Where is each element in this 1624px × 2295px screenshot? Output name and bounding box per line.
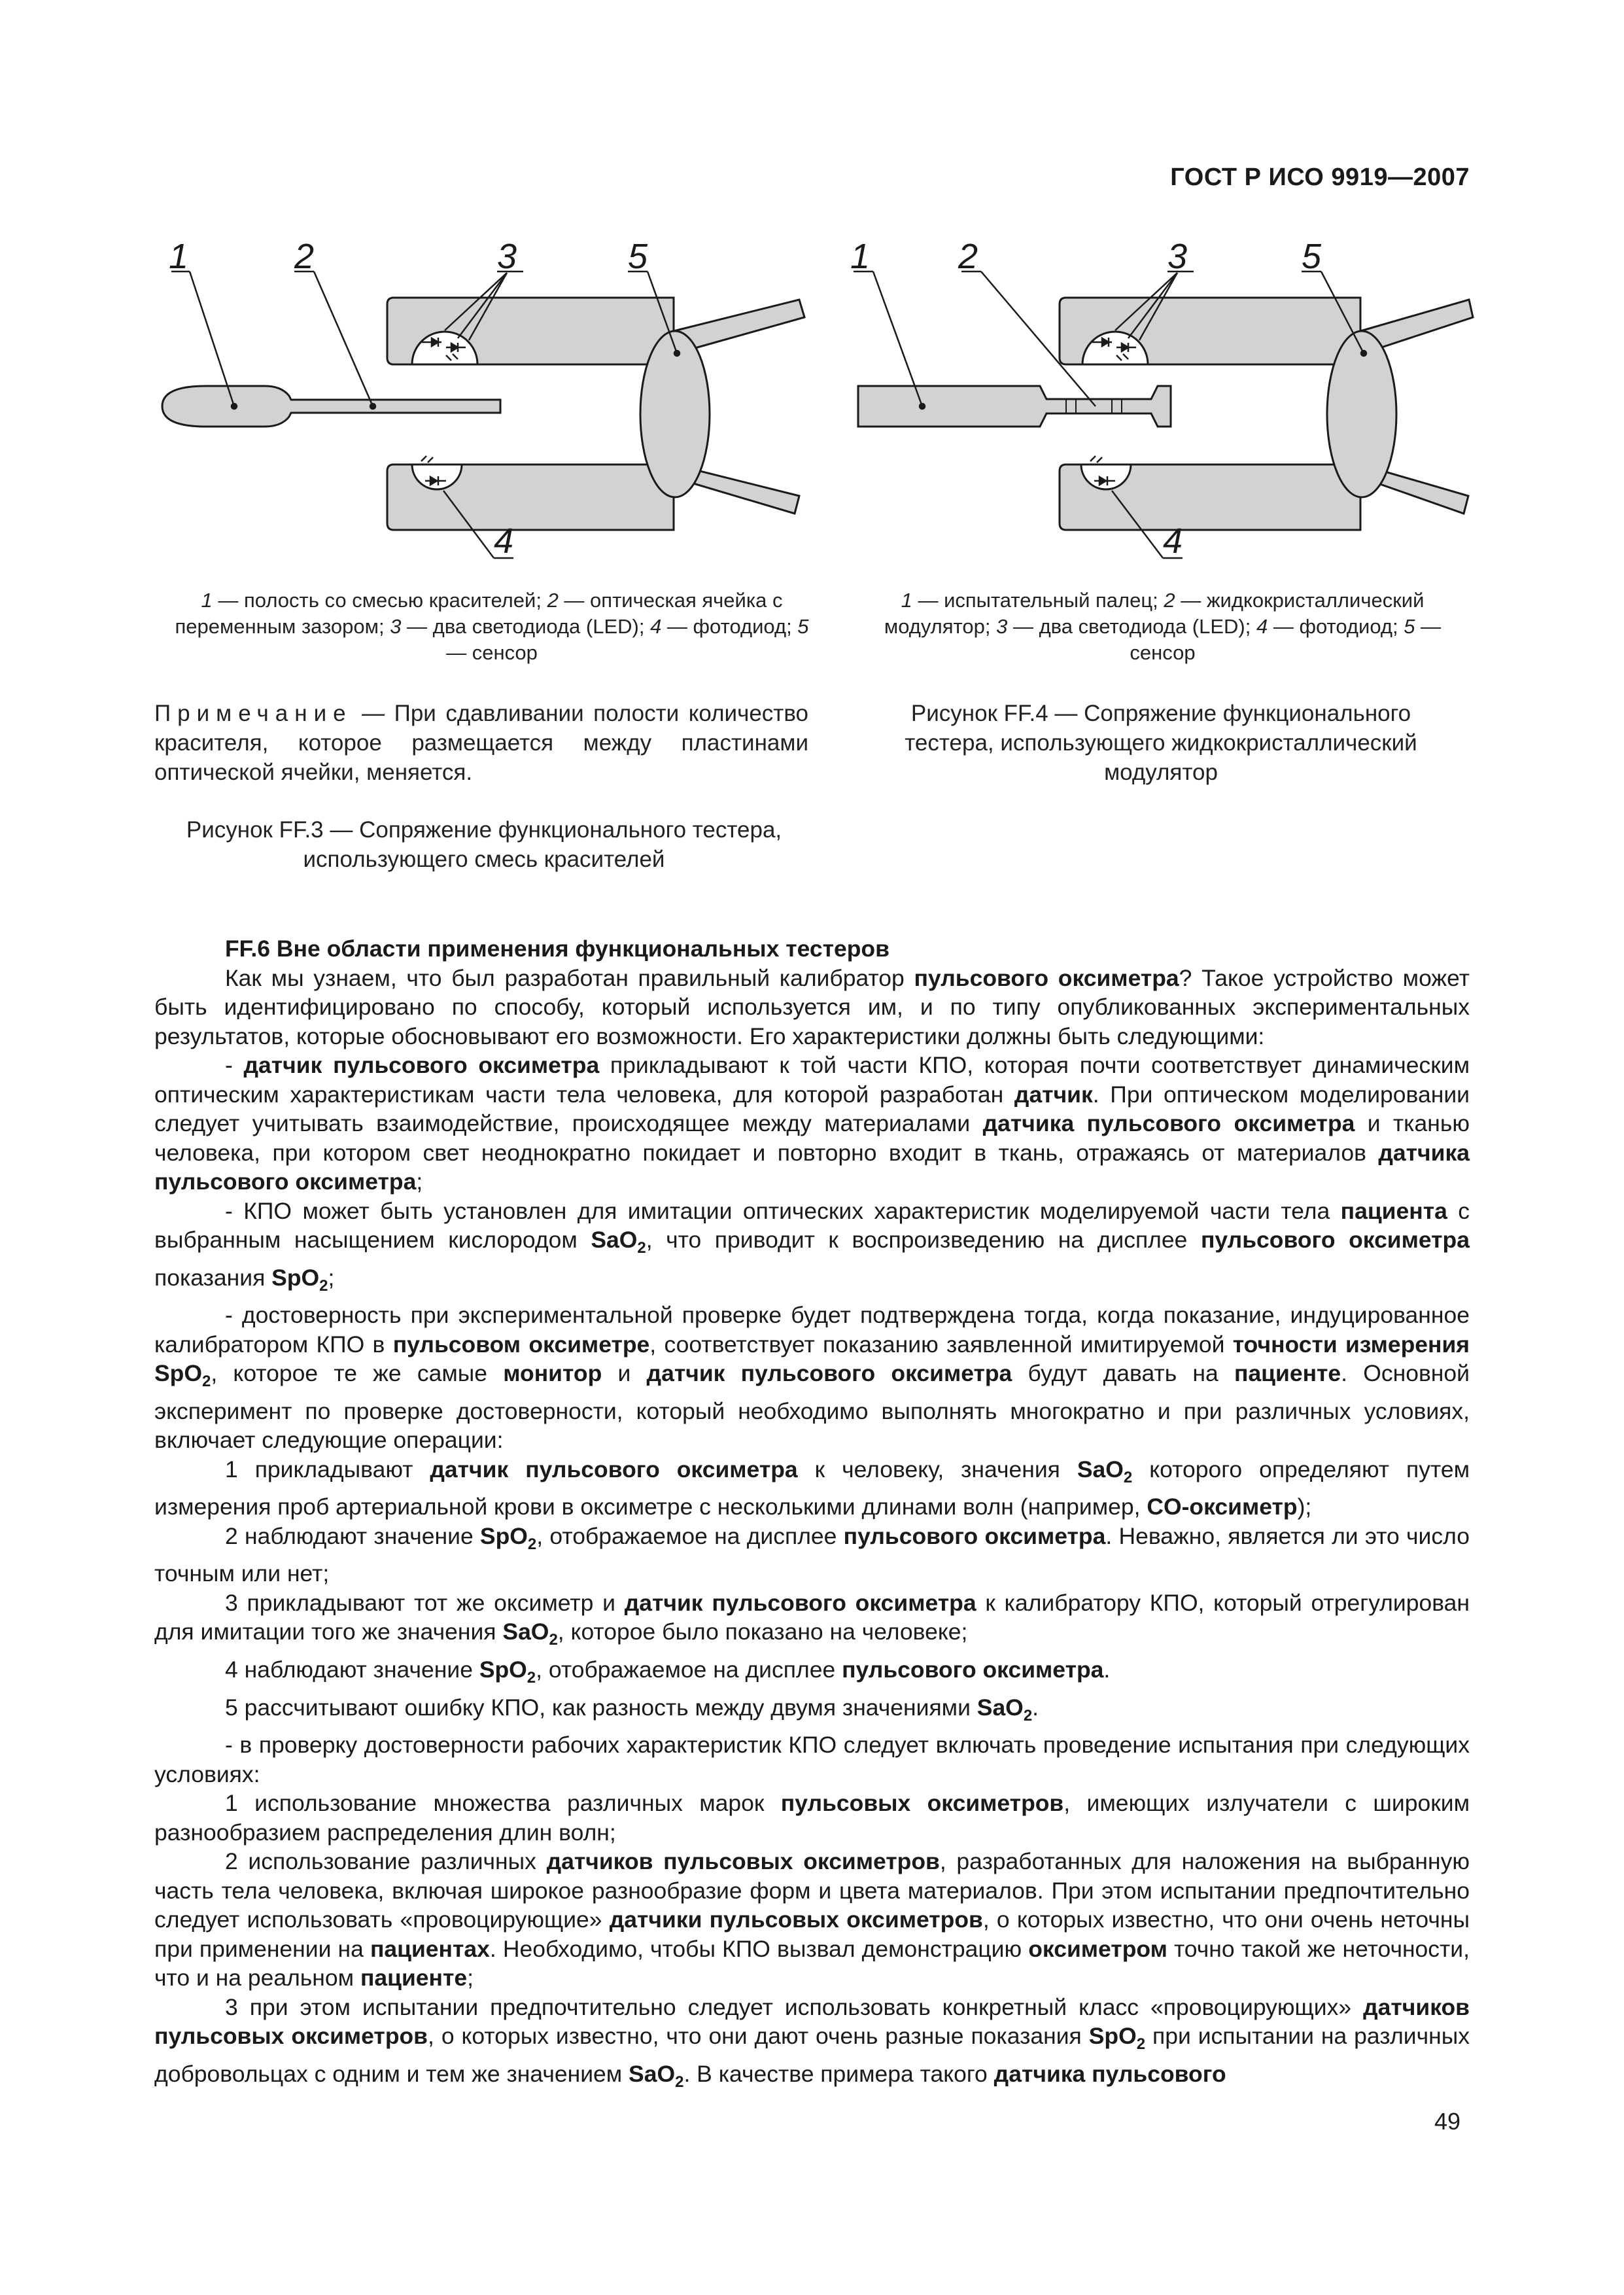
text-run: датчика пульсового	[993, 2060, 1226, 2087]
legend-part: 5	[1404, 615, 1415, 638]
figure-ff4-drawing	[850, 232, 1478, 572]
text-run: SpO	[479, 1656, 527, 1683]
text-run: 2	[1023, 1706, 1033, 1725]
text-run: .	[1103, 1656, 1111, 1683]
text-run: 2	[319, 1276, 328, 1295]
text-run: , имеющих излучатели с широким разнообразием распределения длин волн;	[154, 1790, 1470, 1846]
figure-ff4-caption: Рисунок FF.4 — Сопряжение функционального тестера, использующего жидкокристаллический модулятор	[905, 701, 1417, 785]
figure-ff3-legend	[171, 587, 812, 666]
text-run: . Основной эксперимент по проверке достоверности, который необходимо выполнять многократно и при различных условиях, включает следующие операции:	[154, 1360, 1470, 1454]
text-run: 2 использование различных	[225, 1848, 547, 1875]
text-run: 2 наблюдают значение	[225, 1522, 480, 1549]
text-run: пациенте	[1234, 1360, 1341, 1387]
text-run: ;	[416, 1168, 423, 1195]
paragraph	[154, 1051, 1470, 1197]
text-run: SaO	[976, 1694, 1024, 1721]
text-run: , которое те же самые	[211, 1360, 504, 1387]
label-5: 5	[628, 237, 648, 276]
paragraph	[154, 1847, 1470, 1993]
paragraph	[154, 1789, 1470, 1847]
text-run: с выбранным насыщением кислородом	[154, 1197, 1470, 1253]
text-run: датчика пульсового оксиметра	[982, 1110, 1355, 1136]
legend-part: 4	[650, 615, 662, 638]
text-run: которого определяют путем измерения проб артериальной крови в оксиметре с несколькими длинами волн (например,	[154, 1456, 1470, 1520]
label-1: 1	[850, 237, 871, 276]
text-run: 2	[1136, 2035, 1146, 2054]
text-run: к человеку, значения	[797, 1456, 1077, 1482]
text-run: пульсового оксиметра	[842, 1656, 1104, 1683]
text-run: , соответствует показанию заявленной имитируемой	[649, 1331, 1233, 1358]
text-run: 2	[527, 1669, 536, 1687]
label-2: 2	[958, 237, 978, 276]
paragraph	[154, 1693, 1470, 1731]
note-text: — При сдавливании полости количество красителя, которое размещается между пластинами оптической ячейки, меняется.	[154, 701, 808, 785]
legend-part: 2	[547, 589, 559, 612]
text-run: пульсовом оксиметре	[392, 1331, 650, 1358]
legend-part: — жидкокристаллический модулятор;	[884, 589, 1425, 638]
text-run: монитор	[503, 1360, 602, 1387]
text-run: .	[1032, 1694, 1039, 1721]
label-2: 2	[294, 237, 315, 276]
figure-ff4	[850, 232, 1478, 572]
text-run: точности измерения SpO	[154, 1331, 1470, 1387]
text-run: , о которых известно, что они дают очень разные показания	[428, 2023, 1089, 2050]
paragraph	[154, 1730, 1470, 1789]
text-run: при испытании на различных добровольцах с одним и тем же значением	[154, 2023, 1470, 2087]
legend-part: — сенсор	[446, 641, 538, 664]
text-run: CO-оксиметр	[1147, 1494, 1298, 1520]
figure-ff3	[150, 232, 831, 572]
legend-part: 5	[797, 615, 809, 638]
figure-ff3-note	[154, 699, 808, 787]
text-run: и тканью человека, при котором свет неоднократно покидает и повторно входит в ткань, отражаясь от материалов	[154, 1110, 1470, 1166]
legend-part: 2	[1164, 589, 1175, 612]
text-run: датчик пульсового оксиметра	[430, 1456, 798, 1482]
text-run: ;	[328, 1264, 335, 1291]
label-4: 4	[1163, 521, 1183, 561]
legend-part: — полость со смесью красителей;	[212, 589, 547, 612]
text-run: к калибратору КПО, который отрегулирован для имитации того же значения	[154, 1589, 1470, 1645]
legend-part: 3	[390, 615, 402, 638]
text-run: 1 прикладывают	[225, 1456, 430, 1482]
text-run: 2	[549, 1631, 558, 1649]
note-label: Примечание	[154, 701, 353, 726]
text-run: SaO	[1077, 1456, 1124, 1482]
text-run: - в проверку достоверности рабочих характеристик КПО следует включать проведение испытания при следующих условиях:	[154, 1732, 1470, 1787]
text-run: пульсового оксиметра	[1200, 1227, 1470, 1253]
text-run: 2	[637, 1239, 646, 1257]
text-run: - достоверность при экспериментальной проверке будет подтверждена тогда, когда показание, индуцированное калибратором КПО в	[154, 1302, 1470, 1358]
text-run: . При оптическом моделировании следует учитывать взаимодействие, происходящее между материалами	[154, 1081, 1470, 1136]
text-run: -	[225, 1052, 244, 1078]
text-run: , что приводит к воспроизведению на дисплее	[646, 1227, 1201, 1253]
text-run: . Неважно, является ли это число точным или нет;	[154, 1522, 1470, 1587]
text-run: - КПО может быть установлен для имитации оптических характеристик моделируемой части тела	[225, 1197, 1341, 1224]
legend-part: — два светодиода (LED);	[401, 615, 651, 638]
text-run: ? Такое устройство может быть идентифицировано по способу, который используется им, и по типу опубликованных экспериментальных результатов, которые обосновывают его возможности. Его характеристики должны быть следующими:	[154, 964, 1470, 1049]
text-run: Как мы узнаем, что был разработан правильный калибратор	[225, 964, 914, 991]
text-run: датчика пульсового оксиметра	[154, 1139, 1470, 1195]
label-5: 5	[1302, 237, 1322, 276]
text-run: SaO	[591, 1227, 638, 1253]
paragraph	[154, 1301, 1470, 1455]
text-run: 2	[527, 1535, 537, 1553]
text-run: 1 использование множества различных марок	[225, 1790, 781, 1817]
legend-part: 4	[1256, 615, 1268, 638]
legend-part: — фотодиод;	[661, 615, 798, 638]
label-1: 1	[169, 237, 189, 276]
text-run: 2	[675, 2073, 684, 2091]
text-run: SpO	[1088, 2023, 1137, 2050]
text-run: 3 прикладывают тот же оксиметр и	[225, 1589, 625, 1616]
body-text	[154, 934, 1470, 2097]
text-run: оксиметром	[1028, 1935, 1167, 1962]
text-run: 2	[201, 1373, 211, 1391]
text-run: 5 рассчитывают ошибку КПО, как разность между двумя значениями	[225, 1694, 977, 1721]
label-4: 4	[494, 521, 514, 561]
text-run: , отображаемое на дисплее	[536, 1522, 844, 1549]
text-run: SpO	[271, 1264, 320, 1291]
legend-part: — фотодиод;	[1268, 615, 1404, 638]
figure-ff4-legend	[857, 587, 1468, 666]
text-run: датчик пульсового оксиметра	[624, 1589, 976, 1616]
legend-part: 1	[201, 589, 213, 612]
document-header: ГОСТ Р ИСО 9919—2007	[1170, 164, 1470, 191]
text-run: ;	[467, 1965, 474, 1991]
text-run: датчиков пульсовых оксиметров	[154, 1993, 1470, 2050]
legend-part: — оптическая ячейка с переменным зазором;	[175, 589, 783, 638]
text-run: датчиков пульсовых оксиметров	[546, 1848, 940, 1875]
text-run: , которое было показано на человеке;	[557, 1619, 968, 1645]
text-run: показания	[154, 1264, 272, 1291]
paragraph	[154, 1655, 1470, 1693]
text-run: будут давать на	[1012, 1360, 1234, 1387]
text-run: , о которых известно, что они очень неточны при применении на	[154, 1906, 1470, 1962]
text-run: . Необходимо, чтобы КПО вызвал демонстрацию	[489, 1935, 1029, 1962]
text-run: датчик	[1014, 1081, 1093, 1108]
legend-part: 1	[901, 589, 912, 612]
text-run: , отображаемое на дисплее	[536, 1656, 842, 1683]
text-run: пациенте	[360, 1965, 468, 1991]
text-run: точно такой же неточности, что и на реальном	[154, 1935, 1470, 1991]
text-run: пульсового оксиметра	[843, 1522, 1106, 1549]
figure-ff3-caption: Рисунок FF.3 — Сопряжение функционального тестера, использующего смесь красителей	[186, 817, 782, 872]
legend-part: — два светодиода (LED);	[1007, 615, 1256, 638]
text-run: , разработанных для наложения на выбранную часть тела человека, включая широкое разнообразие форм и цвета материалов. При этом испытании предпочтительно следует использовать «провоцирующие»	[154, 1848, 1470, 1933]
text-run: 2	[1123, 1468, 1133, 1486]
text-run: 3 при этом испытании предпочтительно следует использовать конкретный класс «провоцирующих»	[225, 1993, 1364, 2020]
legend-part: — испытательный палец;	[912, 589, 1164, 612]
figure-ff3-drawing	[150, 232, 831, 572]
text-run: );	[1297, 1494, 1312, 1520]
legend-part: 3	[996, 615, 1008, 638]
text-run: датчик пульсового оксиметра	[243, 1052, 600, 1078]
section-heading: FF.6 Вне области применения функциональных тестеров	[225, 936, 890, 962]
label-3: 3	[497, 237, 517, 276]
paragraph	[154, 1993, 1470, 2097]
paragraph	[154, 1588, 1470, 1655]
text-run: SaO	[629, 2060, 676, 2087]
legend-part: — сенсор	[1130, 615, 1442, 664]
paragraph	[154, 1197, 1470, 1301]
text-run: 4 наблюдают значение	[225, 1656, 479, 1683]
paragraph	[154, 964, 1470, 1051]
paragraph	[154, 1522, 1470, 1588]
text-run: SaO	[502, 1619, 549, 1645]
text-run: датчики пульсовых оксиметров	[609, 1906, 983, 1933]
paragraph	[154, 1455, 1470, 1522]
text-run: . В качестве примера такого	[683, 2060, 994, 2087]
text-run: пациентах	[370, 1935, 490, 1962]
label-3: 3	[1167, 237, 1188, 276]
text-run: датчик пульсового оксиметра	[646, 1360, 1012, 1387]
text-run: и	[602, 1360, 647, 1387]
body-paragraphs	[154, 964, 1470, 2097]
text-run: пульсовых оксиметров	[780, 1790, 1064, 1817]
text-run: SpO	[479, 1522, 528, 1549]
text-run: пациента	[1340, 1197, 1447, 1224]
text-run: пульсового оксиметра	[914, 964, 1179, 991]
page-number: 49	[1434, 2108, 1460, 2135]
text-run: прикладывают к той части КПО, которая почти соответствует динамическим оптическим характеристикам части тела человека, для которой разработан	[154, 1052, 1470, 1108]
